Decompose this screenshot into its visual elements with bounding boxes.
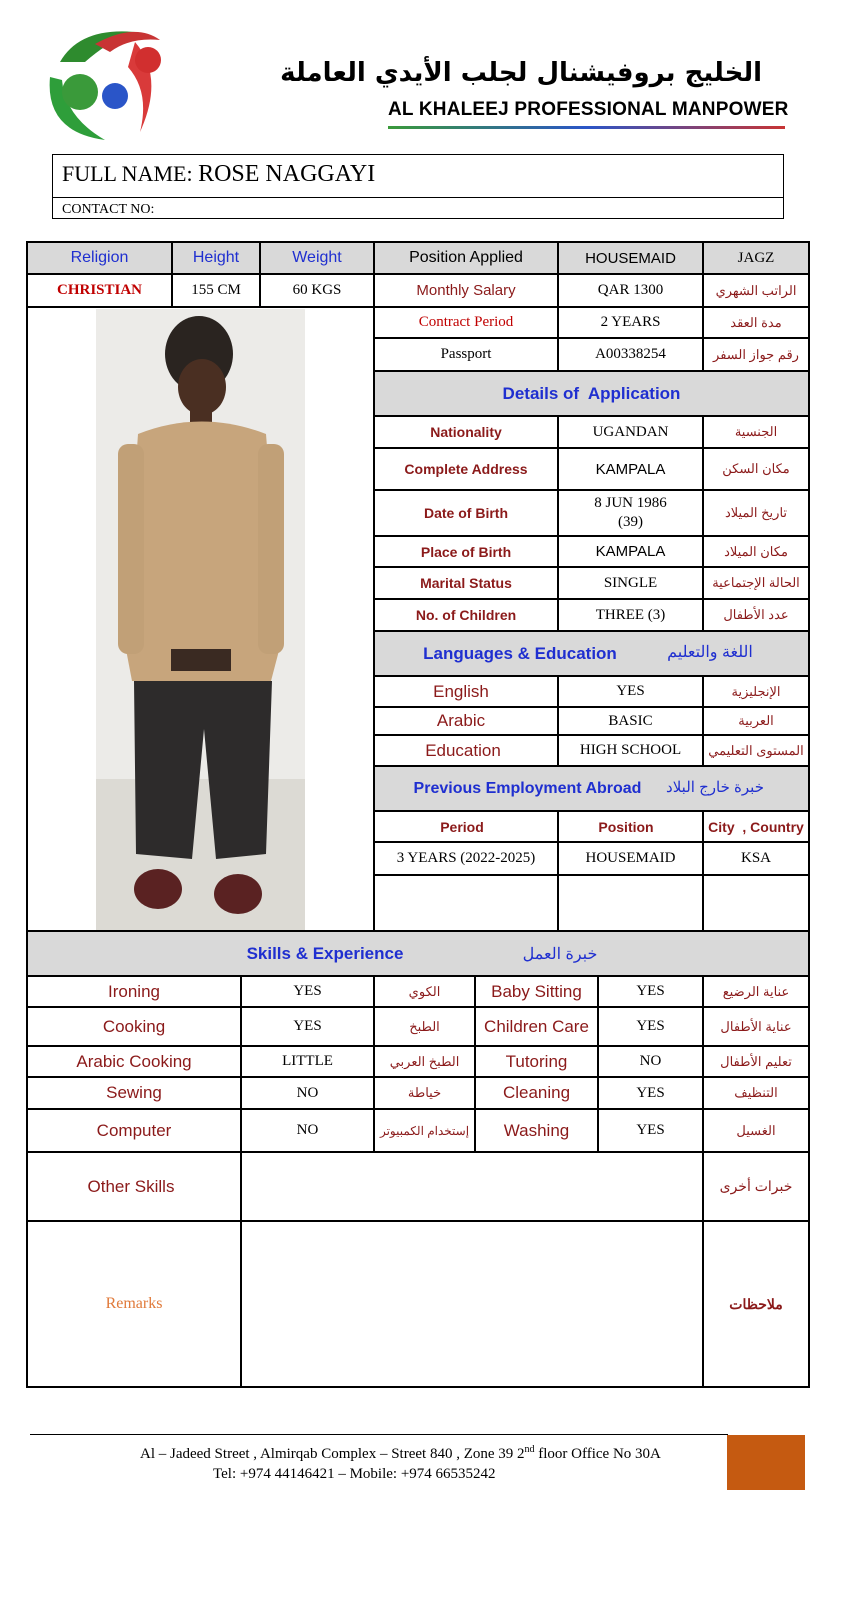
skill-computer-label: Computer: [96, 1120, 172, 1140]
skill-sewing-value: NO: [296, 1084, 319, 1101]
employment-position-value: HOUSEMAID: [585, 850, 676, 866]
contract-period-value: 2 YEARS: [600, 314, 661, 330]
skill-washing-value: YES: [636, 1122, 665, 1138]
children-label: No. of Children: [415, 607, 517, 623]
children-value: THREE (3): [595, 606, 666, 623]
contact-label: CONTACT NO:: [62, 202, 155, 217]
monthly-salary-label: Monthly Salary: [416, 282, 516, 299]
other-skills-arabic: خبرات أخرى: [719, 1178, 793, 1194]
english-label: English: [433, 681, 489, 701]
skill-cooking-value: YES: [293, 1018, 322, 1034]
employment-col-position: Position: [598, 818, 654, 835]
skills-heading-arabic: خبرة العمل: [522, 945, 598, 963]
education-value: HIGH SCHOOL: [579, 742, 682, 758]
skill-cleaning-label: Cleaning: [502, 1083, 571, 1102]
skill-tutoring-arabic: تعليم الأطفال: [720, 1053, 792, 1069]
skill-washing-label: Washing: [503, 1120, 570, 1140]
employment-col-period: Period: [440, 818, 484, 835]
employment-heading: Previous Employment Abroad: [413, 779, 642, 797]
arabic-value: BASIC: [608, 712, 653, 729]
skill-childrencare-label: Children Care: [484, 1016, 589, 1036]
skill-tutoring-value: NO: [639, 1053, 662, 1069]
languages-heading-arabic: اللغة والتعليم: [667, 644, 753, 661]
monthly-salary-arabic: الراتب الشهري: [715, 282, 797, 298]
address-arabic: مكان السكن: [722, 461, 790, 476]
position-applied-value: HOUSEMAID: [585, 249, 676, 267]
english-value: YES: [616, 683, 645, 699]
skill-cooking-label: Cooking: [102, 1016, 166, 1036]
position-applied-label: Position Applied: [409, 249, 523, 266]
full-name-label: FULL NAME:: [62, 161, 193, 186]
remarks-arabic: ملاحظات: [729, 1295, 783, 1312]
footer-rule: [30, 1434, 728, 1435]
skill-babysitting-label: Baby Sitting: [491, 981, 582, 1001]
dob-label: Date of Birth: [424, 505, 508, 521]
nationality-arabic: الجنسية: [734, 424, 778, 439]
header-underline: [388, 126, 785, 129]
company-name-arabic: الخليج بروفيشنال لجلب الأيدي العاملة: [280, 58, 762, 88]
passport-label: Passport: [440, 346, 492, 362]
employment-heading-arabic: خبرة خارج البلاد: [666, 779, 764, 796]
agency-name: JAGZ: [737, 249, 775, 266]
contract-period-arabic: مدة العقد: [730, 314, 782, 330]
full-name-row: [62, 161, 375, 188]
pob-label: Place of Birth: [420, 543, 512, 560]
skill-ironing-label: Ironing: [108, 981, 160, 1001]
details-heading: Details of Application: [502, 383, 681, 403]
skill-tutoring-label: Tutoring: [505, 1051, 568, 1071]
skill-babysitting-value: YES: [636, 983, 665, 999]
skill-cooking-arabic: الطبخ: [409, 1018, 440, 1034]
name-box: [52, 154, 784, 219]
languages-heading: Languages & Education: [423, 643, 617, 663]
footer-address: Al – Jadeed Street , Almirqab Complex – Street 840 , Zone 39 2nd floor Office No 30A: [140, 1444, 661, 1462]
skill-arabiccooking-label: Arabic Cooking: [76, 1051, 192, 1071]
contract-period-label: Contract Period: [418, 314, 514, 330]
skill-washing-arabic: الغسيل: [736, 1122, 776, 1138]
employment-col-country: City , Country: [708, 818, 804, 835]
other-skills-label: Other Skills: [87, 1176, 175, 1196]
skill-cleaning-value: YES: [636, 1084, 665, 1101]
skill-ironing-value: YES: [293, 983, 322, 999]
marital-status-value: SINGLE: [603, 574, 658, 591]
footer-phones: Tel: +974 44146421 – Mobile: +974 66535242: [213, 1466, 496, 1482]
arabic-arabic: العربية: [738, 713, 774, 728]
weight-value: 60 KGS: [292, 282, 342, 298]
religion-value: CHRISTIAN: [56, 282, 143, 298]
height-header: Height: [192, 249, 240, 266]
address-value: KAMPALA: [595, 460, 666, 478]
children-arabic: عدد الأطفال: [723, 607, 789, 622]
company-logo: [40, 22, 175, 147]
religion-header: Religion: [70, 249, 129, 266]
passport-arabic: رقم جواز السفر: [713, 346, 799, 362]
dob-value: 8 JUN 1986 (39): [594, 495, 667, 530]
monthly-salary-value: QAR 1300: [597, 282, 664, 298]
company-name-english: AL KHALEEJ PROFESSIONAL MANPOWER: [388, 99, 789, 120]
skill-computer-arabic: إستخدام الكمبيوتر: [379, 1123, 470, 1138]
remarks-label: Remarks: [105, 1295, 163, 1312]
nationality-value: UGANDAN: [592, 423, 669, 440]
skill-cleaning-arabic: التنظيف: [734, 1085, 778, 1100]
dob-arabic: تاريخ الميلاد: [724, 505, 788, 520]
marital-status-arabic: الحالة الإجتماعية: [712, 575, 800, 590]
footer-color-box: [727, 1435, 805, 1490]
skill-arabiccooking-arabic: الطبخ العربي: [389, 1053, 460, 1069]
english-arabic: الإنجليزية: [731, 683, 781, 699]
nationality-label: Nationality: [430, 424, 502, 440]
weight-header: Weight: [292, 249, 342, 266]
skill-computer-value: NO: [296, 1122, 319, 1138]
skill-childrencare-arabic: عناية الأطفال: [720, 1018, 792, 1034]
skill-babysitting-arabic: عناية الرضيع: [722, 983, 790, 999]
marital-status-label: Marital Status: [420, 575, 512, 591]
full-name-value: ROSE NAGGAYI: [198, 161, 376, 187]
pob-arabic: مكان الميلاد: [724, 543, 788, 559]
skill-ironing-arabic: الكوي: [408, 983, 441, 999]
skill-sewing-arabic: خياطة: [407, 1085, 442, 1100]
arabic-label: Arabic: [436, 711, 486, 730]
education-label: Education: [425, 740, 501, 760]
employment-period-value: 3 YEARS (2022-2025): [396, 850, 536, 866]
address-label: Complete Address: [404, 461, 528, 477]
skill-sewing-label: Sewing: [106, 1083, 162, 1102]
skills-heading: Skills & Experience: [246, 943, 404, 963]
education-arabic: المستوى التعليمي: [708, 742, 804, 758]
candidate-photo: [96, 309, 305, 930]
pob-value: KAMPALA: [595, 543, 666, 560]
skill-arabiccooking-value: LITTLE: [282, 1053, 333, 1069]
passport-value: A00338254: [595, 346, 666, 362]
skill-childrencare-value: YES: [636, 1018, 665, 1034]
height-value: 155 CM: [191, 282, 241, 298]
employment-country-value: KSA: [740, 850, 771, 866]
